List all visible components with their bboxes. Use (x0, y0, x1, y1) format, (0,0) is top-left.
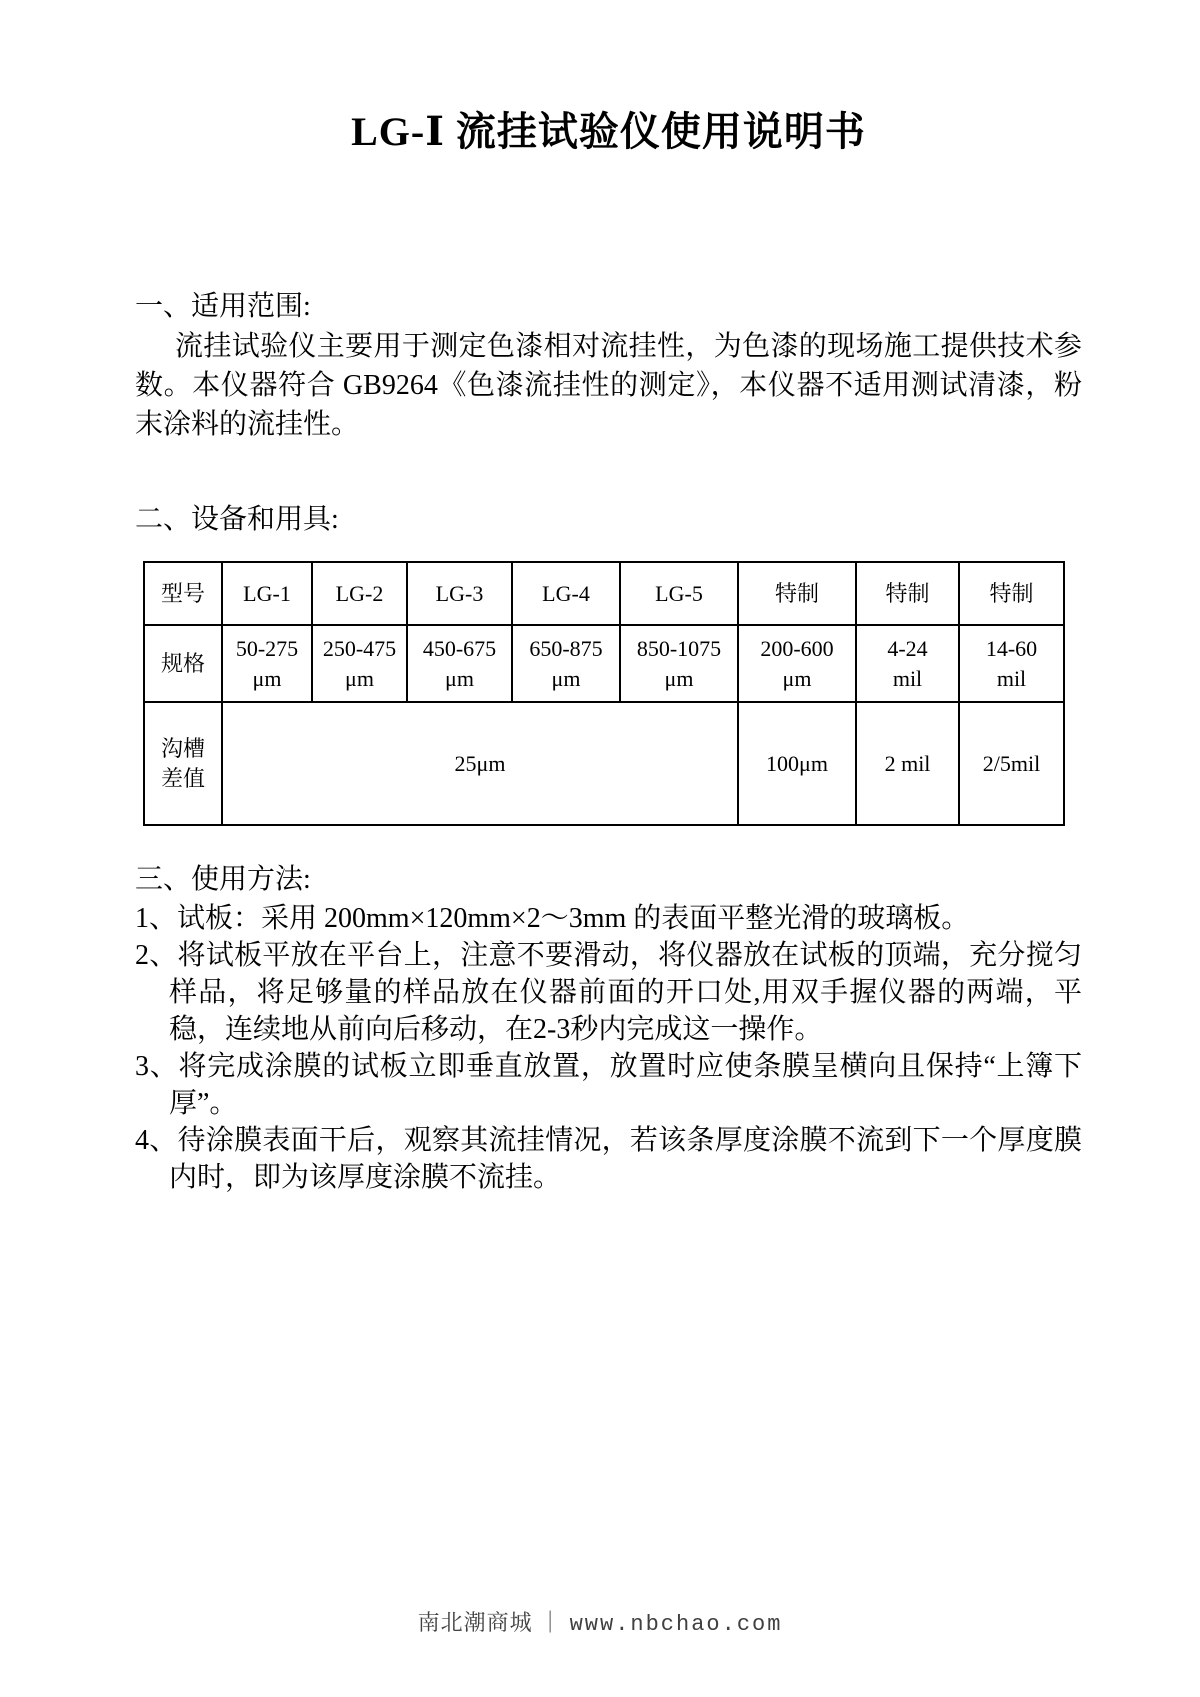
table-cell-spec (222, 625, 312, 702)
section-heading-usage: 三、使用方法: (135, 864, 311, 895)
table-cell-spec (856, 625, 959, 702)
footer-url: www.nbchao.com (569, 1612, 783, 1637)
section-heading-equipment: 二、设备和用具: (135, 504, 339, 535)
scope-paragraph: 流挂试验仪主要用于测定色漆相对流挂性，为色漆的现场施工提供技术参数。本仪器符合 GB9264《色漆流挂性的测定》，本仪器不适用测试清漆，粉末涂料的流挂性。 (135, 331, 1082, 440)
list-item (135, 900, 1082, 937)
table-cell-spec (738, 625, 856, 702)
list-item (135, 1048, 1082, 1122)
table-cell-groove-special: 2/5mil (959, 702, 1064, 825)
spec-range: 850-1075 (636, 635, 722, 661)
spec-unit: μm (551, 665, 581, 691)
table-cell-model: 特制 (738, 562, 856, 625)
table-cell-spec (512, 625, 620, 702)
table-cell-spec-label: 规格 (144, 625, 222, 702)
spec-unit: μm (252, 665, 282, 691)
table-cell-model: LG-2 (312, 562, 407, 625)
table-cell-model: 特制 (856, 562, 959, 625)
footer-separator: ｜ (539, 1612, 564, 1637)
table-row-spec (144, 625, 1064, 702)
list-item-text: 待涂膜表面干后，观察其流挂情况，若该条厚度涂膜不流到下一个厚度膜内时，即为该厚度涂膜不流挂。 (169, 1125, 1082, 1193)
table-cell-groove-label: 沟槽差值 (144, 702, 222, 825)
spec-range: 200-600 (760, 635, 834, 661)
table-cell-spec (959, 625, 1064, 702)
spec-unit: μm (782, 665, 812, 691)
list-item-marker: 3、 (135, 1051, 179, 1082)
spec-unit: μm (445, 665, 474, 691)
list-item-marker: 1、 (135, 903, 178, 934)
page-footer (0, 1606, 1200, 1637)
spec-range: 450-675 (422, 635, 497, 661)
spec-range: 14-60 (985, 635, 1038, 661)
section-heading-scope: 一、适用范围: (135, 291, 311, 322)
spec-range: 650-875 (529, 635, 603, 661)
list-item-marker: 2、 (135, 940, 178, 971)
table-cell-spec (312, 625, 407, 702)
equipment-spec-table (143, 561, 1065, 826)
spec-range: 4-24 (887, 635, 928, 661)
spec-unit: mil (892, 665, 923, 691)
page-title: LG-Ⅰ 流挂试验仪使用说明书 (351, 109, 866, 154)
table-cell-groove-special: 2 mil (856, 702, 959, 825)
table-row-model (144, 562, 1064, 625)
spec-unit: μm (345, 665, 374, 691)
table-cell-model: LG-4 (512, 562, 620, 625)
list-item-marker: 4、 (135, 1125, 178, 1156)
spec-unit: mil (996, 665, 1027, 691)
footer-brand: 南北潮商城 (417, 1610, 533, 1635)
table-cell-groove-lg: 25μm (222, 702, 738, 825)
spec-range: 50-275 (235, 635, 299, 661)
list-item (135, 1122, 1082, 1196)
table-cell-model: LG-3 (407, 562, 512, 625)
spec-unit: μm (664, 665, 694, 691)
list-item-text: 将试板平放在平台上，注意不要滑动，将仪器放在试板的顶端，充分搅匀样品，将足够量的样品放在仪器前面的开口处,用双手握仪器的两端，平稳，连续地从前向后移动，在2-3秒内完成这一操作。 (169, 940, 1082, 1045)
list-item-text: 试板：采用 200mm×120mm×2～3mm 的表面平整光滑的玻璃板。 (177, 903, 970, 934)
table-cell-model-label: 型号 (144, 562, 222, 625)
table-cell-model: LG-5 (620, 562, 738, 625)
list-item-text: 将完成涂膜的试板立即垂直放置，放置时应使条膜呈横向且保持“上簿下厚”。 (169, 1051, 1082, 1119)
spec-range: 250-475 (322, 635, 397, 661)
table-cell-groove-special: 100μm (738, 702, 856, 825)
list-item (135, 937, 1082, 1048)
table-cell-model: 特制 (959, 562, 1064, 625)
table-cell-model: LG-1 (222, 562, 312, 625)
table-cell-spec (620, 625, 738, 702)
table-row-groove (144, 702, 1064, 825)
usage-method-list (135, 900, 1082, 1196)
table-cell-spec (407, 625, 512, 702)
